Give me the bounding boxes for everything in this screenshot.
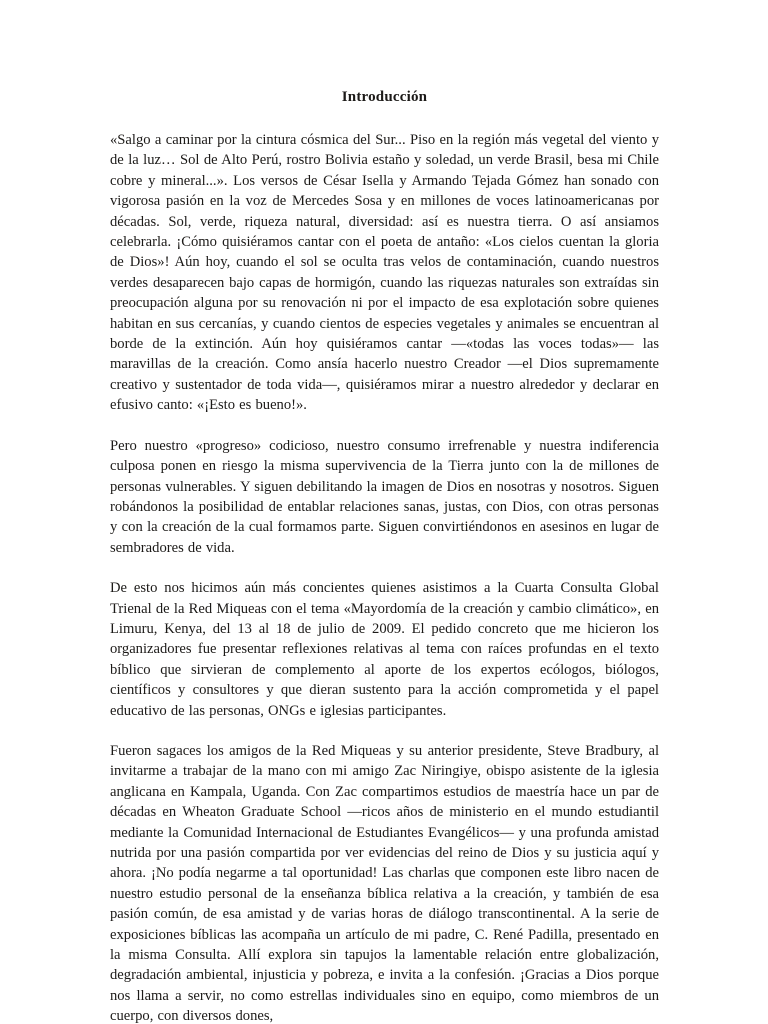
paragraph: De esto nos hicimos aún más concientes quienes asistimos a la Cuarta Consulta Global Trienal de la Red Miqueas con el tema «Mayordomía de la creación y cambio climático», en Limuru, Kenya, del 13 al 18 de julio de 2009. El pedido concreto que me hicieron los organizadores fue presentar reflexiones relativas al tema con raíces profundas en el texto bíblico que sirvieran de complemento al aporte de los expertos ecólogos, biólogos, científicos y consultores y que dieran sustento para la acción comprometida y el papel educativo de las personas, ONGs e iglesias participantes. — [110, 580, 659, 719]
page-title: Introducción — [341, 89, 428, 105]
body-text — [110, 130, 659, 1024]
paragraph: Fueron sagaces los amigos de la Red Miqueas y su anterior presidente, Steve Bradbury, al invitarme a trabajar de la mano con mi amigo Zac Niringiye, obispo asistente de la iglesia anglicana en Kampala, Uganda. Con Zac compartimos estudios de maestría hace un par de décadas en Wheaton Graduate School —ricos años de ministerio en el mundo estudiantil mediante la Comunidad Internacional de Estudiantes Evangélicos— y una profunda amistad nutrida por una pasión compartida por ver evidencias del reino de Dios y su justicia aquí y ahora. ¡No podía negarme a tal oportunidad! Las charlas que componen este libro nacen de nuestro estudio personal de la enseñanza bíblica relativa a la creación, y también de esa pasión común, de esa amistad y de varias horas de diálogo transcontinental. A la serie de exposiciones bíblicas las acompaña un artículo de mi padre, C. René Padilla, presentado en la misma Consulta. Allí explora sin tapujos la lamentable relación entre globalización, degradación ambiental, injusticia y pobreza, e invita a la confesión. ¡Gracias a Dios porque nos llama a servir, no como estrellas individuales sino en equipo, como miembros de un cuerpo, con diversos dones, — [110, 742, 659, 1024]
paragraph: «Salgo a caminar por la cintura cósmica del Sur... Piso en la región más vegetal del viento y de la luz… Sol de Alto Perú, rostro Bolivia estaño y soledad, un verde Brasil, besa mi Chile cobre y mineral...». Los versos de César Isella y Armando Tejada Gómez han sonado con vigorosa pasión en la voz de Mercedes Sosa y en millones de voces latinoamericanas por décadas. Sol, verde, riqueza natural, diversidad: así es nuestra tierra. O así ansiamos celebrarla. ¡Cómo quisiéramos cantar con el poeta de antaño: «Los cielos cuentan la gloria de Dios»! Aún hoy, cuando el sol se oculta tras velos de contaminación, cuando nuestros verdes desaparecen bajo capas de hormigón, cuando las riquezas naturales son extraídas sin preocupación alguna por su renovación ni por el impacto de esa explotación sobre quienes habitan en sus cercanías, y cuando cientos de especies vegetales y animales se encuentran al borde de la extinción. Aún hoy quisiéramos cantar —«todas las voces todas»— las maravillas de la creación. Como ansía hacerlo nuestro Creador —el Dios supremamente creativo y sustentador de toda vida—, quisiéramos mirar a nuestro alrededor y declarar en efusivo canto: «¡Esto es bueno!». — [110, 132, 659, 414]
paragraph: Pero nuestro «progreso» codicioso, nuestro consumo irrefrenable y nuestra indiferencia culposa ponen en riesgo la misma supervivencia de la Tierra junto con la de millones de personas vulnerables. Y siguen debilitando la imagen de Dios en nosotras y nosotros. Siguen robándonos la posibilidad de entablar relaciones sanas, justas, con Dios, con otras personas y con la creación de la cual formamos parte. Siguen convirtiéndonos en asesinos en lugar de sembradores de vida. — [110, 437, 659, 556]
